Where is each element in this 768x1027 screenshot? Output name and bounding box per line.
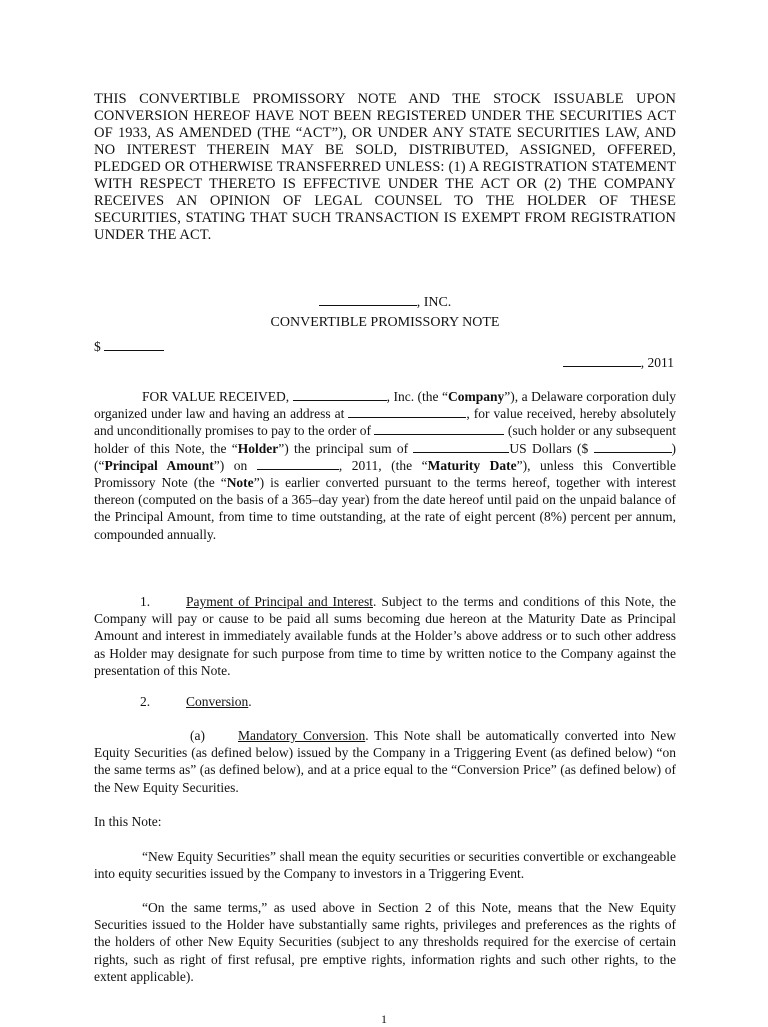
date-blank — [563, 354, 641, 367]
section-2-heading: Conversion — [186, 694, 249, 709]
in-this-note-label: In this Note: — [94, 814, 162, 829]
company-name-blank — [319, 293, 417, 306]
company-name-line: , INC. — [94, 293, 676, 311]
definition-same-terms: “On the same terms,” as used above in Section 2 of this Note, means that the New Equity Securities issued to the Holder have substantially same rights, privileges and preferences as the rights of the holders of other New Equity Securities (subject to any thresholds required for the exercise of certain rights, such as right of first refusal, pre emptive rights, information rights and such other rights, to the extent applicable). — [94, 900, 676, 984]
definition-new-equity: “New Equity Securities” shall mean the equity securities or securities convertible or exchangeable into equity securities issued by the Company to investors in a Triggering Event. — [94, 849, 676, 882]
section-1-heading: Payment of Principal and Interest — [186, 594, 374, 609]
section-1-paragraph: 1. Payment of Principal and Interest. Subject to the terms and conditions of this Note, the Company will pay or cause to be paid all sums becoming due hereon at the Maturity Date as Principal Amount and interest in immediately available funds at the Holder’s above address or to such other address as Holder may designate for such purpose from time to time by written notice to the Company against the presentation of this Note. — [94, 594, 676, 678]
amount-blank — [104, 338, 164, 351]
date-line: , 2011 — [563, 354, 674, 371]
amount-line: $ — [94, 338, 164, 355]
section-2-heading-line: 2. Conversion. — [140, 694, 252, 709]
page-number: 1 — [381, 1012, 387, 1026]
document-title: CONVERTIBLE PROMISSORY NOTE — [270, 315, 500, 330]
section-2a-heading: Mandatory Conversion — [238, 728, 366, 743]
section-2a-paragraph: (a) Mandatory Conversion. This Note shall be automatically converted into New Equity Securities (as defined below) issued by the Company in a Triggering Event (as defined below) “on the same terms as” (as defined below), and at a price equal to the “Conversion Price” (as defined below) of the New Equity Securities. — [94, 728, 676, 795]
securities-legend: THIS CONVERTIBLE PROMISSORY NOTE AND THE STOCK ISSUABLE UPON CONVERSION HEREOF HAVE NOT BEEN REGISTERED UNDER THE SECURITIES ACT OF 1933, AS AMENDED (THE “ACT”), OR UNDER ANY STATE SECURITIES LAW, AND NO INTEREST THEREIN MAY BE SOLD, DISTRIBUTED, ASSIGNED, OFFERED, PLEDGED OR OTHERWISE TRANSFERRED UNLESS: (1) A REGISTRATION STATEMENT WITH RESPECT THERETO IS EFFECTIVE UNDER THE ACT OR (2) THE COMPANY RECEIVES AN OPINION OF LEGAL COUNSEL TO THE HOLDER OF THESE SECURITIES, STATING THAT SUCH TRANSACTION IS EXEMPT FROM REGISTRATION UNDER THE ACT. — [94, 91, 676, 243]
intro-paragraph: FOR VALUE RECEIVED, , Inc. (the “Company”), a Delaware corporation duly organized under law and having an address at , for value received, hereby absolutely and unconditionally promises to pay to the order of (such holder or any subsequent holder of this Note, the “Holder”) the principal sum of US Dollars ($ ) (“Principal Amount”) on , 2011, (the “Maturity Date”), unless this Convertible Promissory Note (the “Note”) is earlier converted pursuant to the terms hereof, together with interest thereon (computed on the basis of a 365–day year) from the date hereof until paid on the unpaid balance of the Principal Amount, from time to time outstanding, at the rate of eight percent (8%) percent per annum, compounded annually. — [94, 389, 677, 542]
